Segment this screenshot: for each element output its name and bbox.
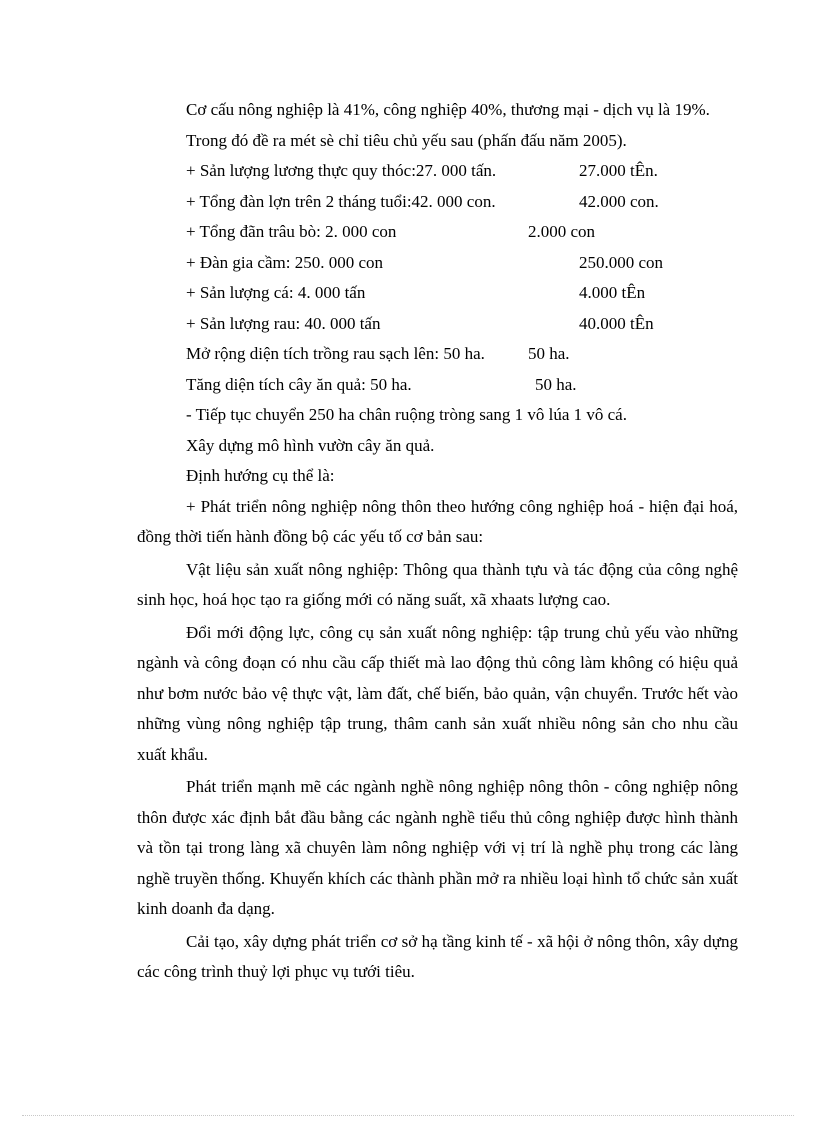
- paragraph-orchard-model: Xây dựng mô hình vườn cây ăn quả.: [186, 435, 435, 455]
- target-label: + Tổng đãn trâu bò: 2. 000 con: [186, 222, 397, 241]
- target-row: [137, 187, 738, 218]
- fruit-tree-row: [137, 370, 738, 401]
- target-value: 27.000 tÊn.: [579, 161, 658, 180]
- paragraph-tools: Đổi mới động lực, công cụ sản xuất nông nghiệp: tập trung chủ yếu vào những ngành và công đoạn có nhu cầu cấp thiết mà lao động thủ công làm không có hiệu quả như bơm nước bảo vệ thực vật, làm đất, chế biến, bảo quản, vận chuyển. Trước hết vào những vùng nông nghiệp tập trung, thâm canh sản xuất nhiều nông sản cho nhu cầu xuất khẩu.: [137, 622, 738, 764]
- paragraph-infrastructure: Cải tạo, xây dựng phát triển cơ sở hạ tầng kinh tế - xã hội ở nông thôn, xây dựng các công trình thuỷ lợi phục vụ tưới tiêu.: [137, 931, 738, 981]
- paragraph-materials: Vật liệu sản xuất nông nghiệp: Thông qua thành tựu và tác động của công nghệ sinh học, hoá học tạo ra giống mới có năng suất, xã xhaats lượng cao.: [137, 559, 738, 609]
- paragraph-crafts: Phát triển mạnh mẽ các ngành nghề nông nghiệp nông thôn - công nghiệp nông thôn được xác định bắt đầu bằng các ngành nghề tiểu thủ công nghiệp được hình thành và tồn tại trong làng xã chuyên làm nông nghiệp với vị trí là nghề phụ trong các làng nghề truyền thống. Khuyến khích các thành phần mở ra nhiều loại hình tổ chức sản xuất kinh doanh đa dạng.: [137, 777, 738, 918]
- clean-vegetable-label: Mở rộng diện tích trồng rau sạch lên: 50 ha.: [186, 344, 485, 363]
- clean-vegetable-row: [137, 339, 738, 370]
- target-value: 250.000 con: [579, 252, 664, 272]
- target-row: [137, 309, 738, 340]
- target-label: + Sản lượng cá: 4. 000 tấn: [186, 283, 366, 302]
- target-row: [137, 156, 738, 187]
- paragraph-targets-intro: Trong đó đề ra mét sè chỉ tiêu chủ yếu sau (phấn đấu năm 2005).: [186, 130, 627, 150]
- paragraph-orientation-heading: Định hướng cụ thể là:: [186, 466, 335, 485]
- fruit-tree-value: 50 ha.: [535, 374, 577, 394]
- target-label: + Đàn gia cầm: 250. 000 con: [186, 252, 384, 272]
- target-value: 4.000 tÊn: [579, 283, 646, 302]
- paragraph-industrialization: + Phát triển nông nghiệp nông thôn theo hướng công nghiệp hoá - hiện đại hoá, đồng thời tiến hành đồng bộ các yếu tố cơ bản sau:: [137, 496, 738, 546]
- target-label: + Sản lượng lương thực quy thóc:27. 000 tấn.: [186, 161, 497, 180]
- target-row: [137, 248, 738, 279]
- page-bottom-divider: [22, 1115, 794, 1116]
- clean-vegetable-value: 50 ha.: [528, 344, 570, 363]
- target-value: 42.000 con.: [579, 191, 659, 211]
- target-row: [137, 217, 738, 248]
- target-value: 2.000 con: [528, 222, 596, 241]
- target-label: + Sản lượng rau: 40. 000 tấn: [186, 313, 381, 333]
- document-body: [137, 95, 738, 988]
- target-row: [137, 278, 738, 309]
- fruit-tree-label: Tăng diện tích cây ăn quả: 50 ha.: [186, 374, 412, 394]
- target-value: 40.000 tÊn: [579, 313, 654, 333]
- paragraph-structure: Cơ cấu nông nghiệp là 41%, công nghiệp 40%, thương mại - dịch vụ là 19%.: [186, 100, 710, 119]
- target-label: + Tổng đàn lợn trên 2 tháng tuổi:42. 000 con.: [186, 191, 496, 211]
- paragraph-land-conversion: - Tiếp tục chuyển 250 ha chân ruộng tròng sang 1 vô lúa 1 vô cá.: [186, 405, 627, 424]
